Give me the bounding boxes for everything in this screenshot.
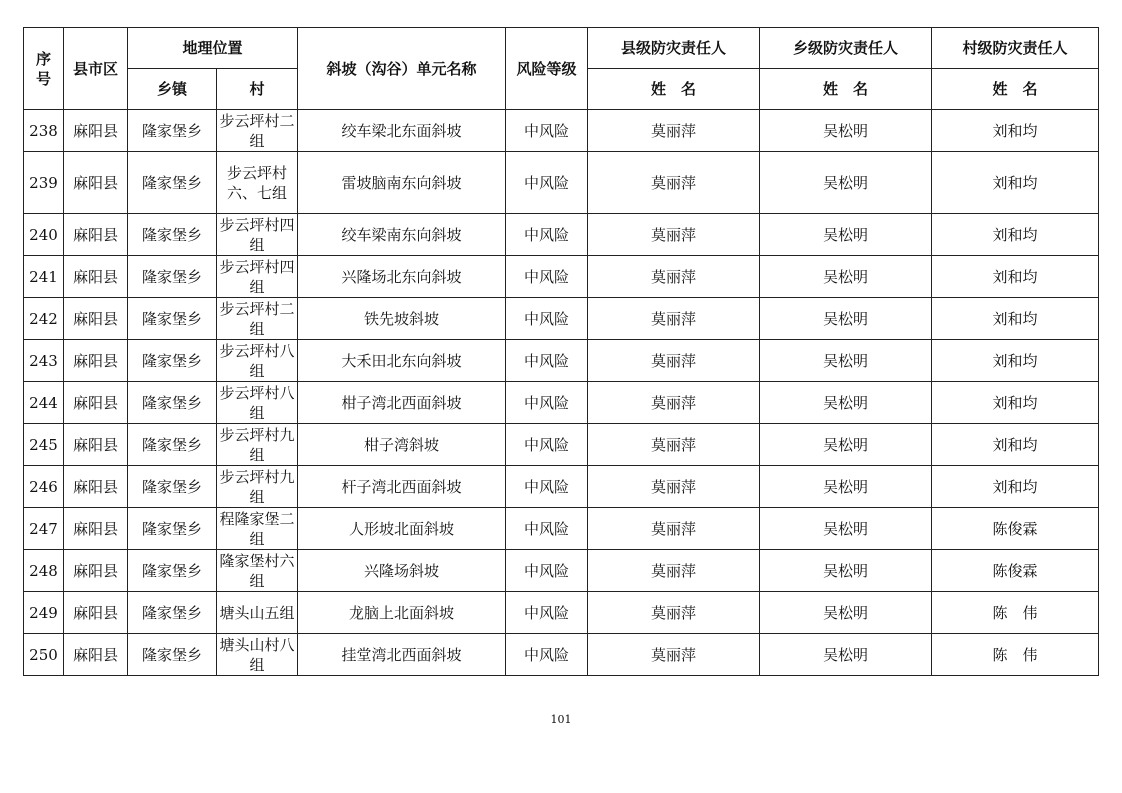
cell-seq: 245 (24, 424, 64, 466)
cell-village-resp: 刘和均 (932, 110, 1099, 152)
cell-village: 隆家堡村六组 (217, 550, 298, 592)
cell-village: 步云坪村四组 (217, 256, 298, 298)
cell-county: 麻阳县 (64, 382, 128, 424)
cell-village-resp: 刘和均 (932, 466, 1099, 508)
table-row (24, 508, 1099, 550)
cell-risk: 中风险 (506, 298, 588, 340)
cell-county: 麻阳县 (64, 214, 128, 256)
cell-village: 步云坪村九组 (217, 424, 298, 466)
cell-seq: 244 (24, 382, 64, 424)
cell-village-resp: 陈俊霖 (932, 550, 1099, 592)
table-row (24, 256, 1099, 298)
cell-unit: 兴隆场北东向斜坡 (298, 256, 506, 298)
cell-risk: 中风险 (506, 382, 588, 424)
header-town: 乡镇 (128, 69, 217, 110)
cell-village: 步云坪村二组 (217, 110, 298, 152)
cell-town-resp: 吴松明 (760, 634, 932, 676)
cell-county-resp: 莫丽萍 (588, 152, 760, 214)
cell-town-resp: 吴松明 (760, 340, 932, 382)
cell-village-resp: 陈俊霖 (932, 508, 1099, 550)
cell-village: 步云坪村八组 (217, 382, 298, 424)
cell-town-resp: 吴松明 (760, 110, 932, 152)
cell-county-resp: 莫丽萍 (588, 214, 760, 256)
cell-county: 麻阳县 (64, 340, 128, 382)
cell-seq: 241 (24, 256, 64, 298)
cell-county: 麻阳县 (64, 592, 128, 634)
cell-town: 隆家堡乡 (128, 508, 217, 550)
cell-unit: 柑子湾北西面斜坡 (298, 382, 506, 424)
cell-village-resp: 陈 伟 (932, 592, 1099, 634)
table-row (24, 382, 1099, 424)
cell-village-resp: 刘和均 (932, 214, 1099, 256)
cell-risk: 中风险 (506, 214, 588, 256)
table-row (24, 214, 1099, 256)
cell-town-resp: 吴松明 (760, 298, 932, 340)
cell-town-resp: 吴松明 (760, 152, 932, 214)
header-village-resp: 村级防灾责任人 (932, 28, 1099, 69)
cell-village-resp: 刘和均 (932, 424, 1099, 466)
cell-seq: 248 (24, 550, 64, 592)
cell-town: 隆家堡乡 (128, 466, 217, 508)
cell-county-resp: 莫丽萍 (588, 382, 760, 424)
cell-county: 麻阳县 (64, 508, 128, 550)
page-number: 101 (550, 713, 572, 726)
cell-county: 麻阳县 (64, 152, 128, 214)
cell-risk: 中风险 (506, 550, 588, 592)
cell-seq: 238 (24, 110, 64, 152)
cell-risk: 中风险 (506, 466, 588, 508)
cell-risk: 中风险 (506, 424, 588, 466)
cell-seq: 250 (24, 634, 64, 676)
cell-county-resp: 莫丽萍 (588, 340, 760, 382)
cell-unit: 兴隆场斜坡 (298, 550, 506, 592)
cell-seq: 249 (24, 592, 64, 634)
cell-unit: 挂堂湾北西面斜坡 (298, 634, 506, 676)
cell-town: 隆家堡乡 (128, 256, 217, 298)
cell-county-resp: 莫丽萍 (588, 256, 760, 298)
cell-seq: 239 (24, 152, 64, 214)
cell-county-resp: 莫丽萍 (588, 424, 760, 466)
cell-county: 麻阳县 (64, 466, 128, 508)
cell-unit: 人形坡北面斜坡 (298, 508, 506, 550)
header-name-village: 姓 名 (932, 69, 1099, 110)
cell-county: 麻阳县 (64, 256, 128, 298)
header-geo: 地理位置 (128, 28, 298, 69)
disaster-responsibility-table (23, 27, 1099, 676)
header-row-1 (24, 28, 1099, 69)
table-row (24, 550, 1099, 592)
header-county: 县市区 (64, 28, 128, 110)
cell-unit: 绞车梁南东向斜坡 (298, 214, 506, 256)
header-village: 村 (217, 69, 298, 110)
cell-town: 隆家堡乡 (128, 424, 217, 466)
cell-seq: 246 (24, 466, 64, 508)
cell-town-resp: 吴松明 (760, 508, 932, 550)
table-row (24, 424, 1099, 466)
cell-town-resp: 吴松明 (760, 424, 932, 466)
cell-village: 步云坪村八组 (217, 340, 298, 382)
cell-risk: 中风险 (506, 634, 588, 676)
cell-town-resp: 吴松明 (760, 214, 932, 256)
cell-unit: 龙脑上北面斜坡 (298, 592, 506, 634)
cell-risk: 中风险 (506, 508, 588, 550)
cell-village-resp: 陈 伟 (932, 634, 1099, 676)
cell-town: 隆家堡乡 (128, 634, 217, 676)
cell-town-resp: 吴松明 (760, 466, 932, 508)
cell-village: 步云坪村九组 (217, 466, 298, 508)
cell-unit: 柑子湾斜坡 (298, 424, 506, 466)
cell-county-resp: 莫丽萍 (588, 110, 760, 152)
cell-county-resp: 莫丽萍 (588, 592, 760, 634)
cell-village: 步云坪村四组 (217, 214, 298, 256)
cell-county-resp: 莫丽萍 (588, 508, 760, 550)
cell-town: 隆家堡乡 (128, 550, 217, 592)
cell-village: 塘头山五组 (217, 592, 298, 634)
cell-risk: 中风险 (506, 152, 588, 214)
cell-village: 步云坪村二组 (217, 298, 298, 340)
cell-risk: 中风险 (506, 110, 588, 152)
cell-unit: 杆子湾北西面斜坡 (298, 466, 506, 508)
cell-risk: 中风险 (506, 340, 588, 382)
cell-seq: 243 (24, 340, 64, 382)
cell-county: 麻阳县 (64, 424, 128, 466)
cell-town-resp: 吴松明 (760, 550, 932, 592)
cell-county-resp: 莫丽萍 (588, 634, 760, 676)
cell-unit: 大禾田北东向斜坡 (298, 340, 506, 382)
cell-village-resp: 刘和均 (932, 256, 1099, 298)
cell-village: 步云坪村六、七组 (217, 152, 298, 214)
cell-county: 麻阳县 (64, 550, 128, 592)
cell-county: 麻阳县 (64, 110, 128, 152)
cell-town: 隆家堡乡 (128, 110, 217, 152)
table-row (24, 592, 1099, 634)
cell-village-resp: 刘和均 (932, 152, 1099, 214)
cell-risk: 中风险 (506, 256, 588, 298)
table-row (24, 340, 1099, 382)
header-town-resp: 乡级防灾责任人 (760, 28, 932, 69)
table-row (24, 466, 1099, 508)
cell-town: 隆家堡乡 (128, 592, 217, 634)
header-name-town: 姓 名 (760, 69, 932, 110)
cell-unit: 铁先坡斜坡 (298, 298, 506, 340)
cell-town-resp: 吴松明 (760, 592, 932, 634)
cell-village-resp: 刘和均 (932, 340, 1099, 382)
cell-county: 麻阳县 (64, 298, 128, 340)
cell-town-resp: 吴松明 (760, 382, 932, 424)
cell-town: 隆家堡乡 (128, 152, 217, 214)
cell-county-resp: 莫丽萍 (588, 298, 760, 340)
cell-risk: 中风险 (506, 592, 588, 634)
cell-town-resp: 吴松明 (760, 256, 932, 298)
cell-unit: 雷坡脑南东向斜坡 (298, 152, 506, 214)
table-body (24, 110, 1099, 676)
cell-village: 塘头山村八组 (217, 634, 298, 676)
header-county-resp: 县级防灾责任人 (588, 28, 760, 69)
cell-town: 隆家堡乡 (128, 214, 217, 256)
cell-town: 隆家堡乡 (128, 382, 217, 424)
header-seq: 序号 (24, 28, 64, 110)
cell-town: 隆家堡乡 (128, 340, 217, 382)
cell-village-resp: 刘和均 (932, 298, 1099, 340)
cell-seq: 247 (24, 508, 64, 550)
table-row (24, 634, 1099, 676)
cell-village-resp: 刘和均 (932, 382, 1099, 424)
header-name-county: 姓 名 (588, 69, 760, 110)
cell-town: 隆家堡乡 (128, 298, 217, 340)
table-row (24, 152, 1099, 214)
header-unit-name: 斜坡（沟谷）单元名称 (298, 28, 506, 110)
cell-seq: 242 (24, 298, 64, 340)
header-risk: 风险等级 (506, 28, 588, 110)
cell-village: 程隆家堡二组 (217, 508, 298, 550)
cell-county-resp: 莫丽萍 (588, 550, 760, 592)
cell-county: 麻阳县 (64, 634, 128, 676)
table-row (24, 298, 1099, 340)
cell-county-resp: 莫丽萍 (588, 466, 760, 508)
cell-unit: 绞车梁北东面斜坡 (298, 110, 506, 152)
table-row (24, 110, 1099, 152)
cell-seq: 240 (24, 214, 64, 256)
